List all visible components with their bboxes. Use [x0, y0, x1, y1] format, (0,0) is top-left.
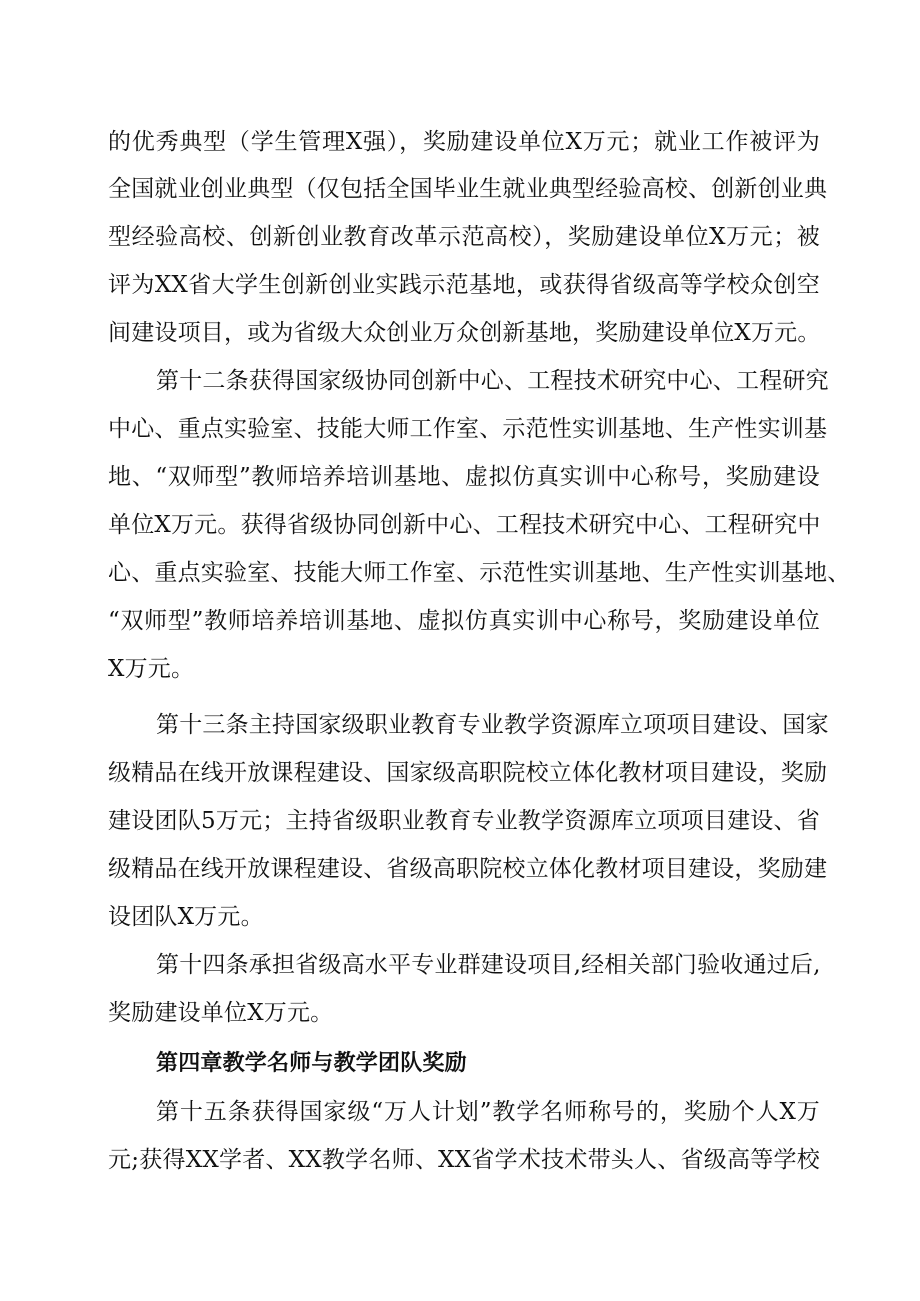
- text-line: 心、重点实验室、技能大师工作室、示范性实训基地、生产性实训基地、: [108, 560, 851, 586]
- text-line: 单位X万元。获得省级协同创新中心、工程技术研究中心、工程研究中: [108, 512, 821, 538]
- text-line: 的优秀典型（学生管理X强），奖励建设单位X万元；就业工作被评为: [108, 129, 820, 155]
- text-line: 元;获得XX学者、XX教学名师、XX省学术技术带头人、省级高等学校: [108, 1147, 820, 1173]
- article-13-first-line: 第十三条主持国家级职业教育专业教学资源库立项项目建设、国家: [156, 712, 829, 738]
- text-line: 设团队X万元。: [108, 904, 264, 930]
- chapter-heading: 第四章教学名师与教学团队奖励: [156, 1051, 467, 1076]
- article-14-first-line: 第十四条承担省级高水平专业群建设项目,经相关部门验收通过后,: [156, 952, 821, 978]
- text-line: 建设团队5万元；主持省级职业教育专业教学资源库立项项目建设、省: [108, 808, 820, 834]
- text-line: 级精品在线开放课程建设、省级高职院校立体化教材项目建设，奖励建: [108, 856, 828, 882]
- text-line: 奖励建设单位X万元。: [108, 1000, 334, 1026]
- text-line: 中心、重点实验室、技能大师工作室、示范性实训基地、生产性实训基: [108, 416, 828, 442]
- text-line: 全国就业创业典型（仅包括全国毕业生就业典型经验高校、创新创业典: [108, 176, 828, 202]
- text-line: X万元。: [108, 656, 195, 682]
- text-line: 间建设项目，或为省级大众创业万众创新基地，奖励建设单位X万元。: [108, 320, 821, 346]
- article-12-first-line: 第十二条获得国家级协同创新中心、工程技术研究中心、工程研究: [156, 368, 829, 394]
- text-line: “双师型”教师培养培训基地、虚拟仿真实训中心称号，奖励建设单位: [108, 608, 820, 634]
- text-line: 评为XX省大学生创新创业实践示范基地，或获得省级高等学校众创空: [108, 272, 820, 298]
- text-line: 级精品在线开放课程建设、国家级高职院校立体化教材项目建设，奖励: [108, 760, 828, 786]
- text-line: 型经验高校、创新创业教育改革示范高校），奖励建设单位X万元；被: [108, 224, 820, 250]
- text-line: 地、“双师型”教师培养培训基地、虚拟仿真实训中心称号，奖励建设: [108, 464, 820, 490]
- article-15-first-line: 第十五条获得国家级“万人计划”教学名师称号的，奖励个人X万: [156, 1099, 820, 1125]
